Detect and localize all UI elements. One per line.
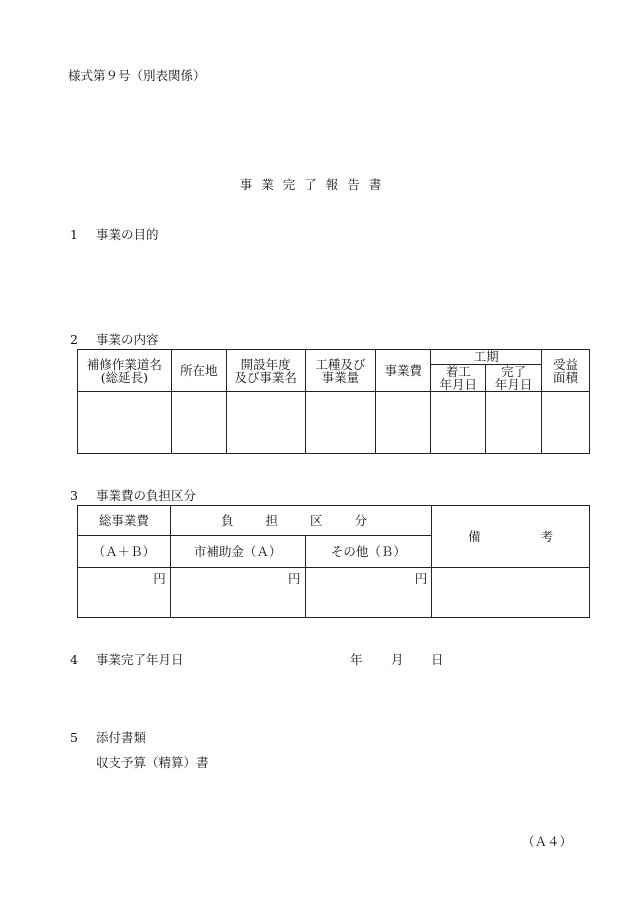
section-5-number: 5 (70, 730, 78, 745)
project-content-table (77, 349, 590, 454)
header-work-type: 工種及び 事業量 (305, 350, 376, 392)
section-4-number: 4 (70, 652, 78, 667)
section-2-number: 2 (70, 332, 78, 347)
section-5-label: 添付書類 (96, 730, 147, 745)
cell-city-subsidy[interactable]: 円 (170, 568, 305, 618)
header-project-cost: 事業費 (376, 350, 431, 392)
paper-size-label: （Ａ４） (522, 834, 573, 849)
cost-burden-table (77, 505, 590, 618)
header-remarks: 備 考 (432, 506, 590, 568)
header-start-date: 着工 年月日 (431, 365, 486, 392)
cell-work-type[interactable] (305, 392, 376, 454)
section-2-label: 事業の内容 (96, 332, 159, 347)
header-year-project: 開設年度 及び事業名 (226, 350, 305, 392)
form-number: 様式第９号（別表関係） (68, 68, 206, 83)
completion-month-label: 月 (391, 652, 404, 667)
cell-benefit-area[interactable] (542, 392, 590, 454)
header-total-formula: （Ａ＋Ｂ） (78, 536, 171, 568)
section-4-heading (70, 650, 184, 668)
section-3-number: 3 (70, 488, 78, 503)
cell-year-project[interactable] (226, 392, 305, 454)
header-other: その他（Ｂ） (305, 536, 432, 568)
section-1-number: 1 (70, 227, 78, 242)
cell-start-date[interactable] (431, 392, 486, 454)
table-row (78, 392, 590, 454)
completion-year-label: 年 (350, 652, 363, 667)
table-row (78, 568, 590, 618)
header-location: 所在地 (171, 350, 226, 392)
header-period: 工期 (431, 350, 542, 365)
cell-project-cost[interactable] (376, 392, 431, 454)
cell-location[interactable] (171, 392, 226, 454)
cell-total-cost[interactable]: 円 (78, 568, 171, 618)
section-4-label: 事業完了年月日 (96, 652, 184, 667)
cell-road-name[interactable] (78, 392, 172, 454)
section-1-label: 事業の目的 (96, 227, 159, 242)
section-1-heading (70, 225, 159, 243)
header-burden-division: 負 担 区 分 (170, 506, 431, 536)
cell-remarks[interactable] (432, 568, 590, 618)
section-5-heading (70, 728, 146, 746)
completion-day-label: 日 (431, 652, 444, 667)
section-2-heading (70, 330, 159, 348)
section-3-heading (70, 486, 196, 504)
cell-end-date[interactable] (486, 392, 542, 454)
header-total-cost: 総事業費 (78, 506, 171, 536)
attachment-item: 収支予算（精算）書 (96, 755, 209, 770)
section-3-label: 事業費の負担区分 (96, 488, 197, 503)
cell-other[interactable]: 円 (305, 568, 432, 618)
header-city-subsidy: 市補助金（Ａ） (170, 536, 305, 568)
header-road-name: 補修作業道名 (総延長) (78, 350, 172, 392)
document-title: 事業完了報告書 (239, 177, 391, 192)
header-end-date: 完了 年月日 (486, 365, 542, 392)
header-benefit-area: 受益 面積 (542, 350, 590, 392)
